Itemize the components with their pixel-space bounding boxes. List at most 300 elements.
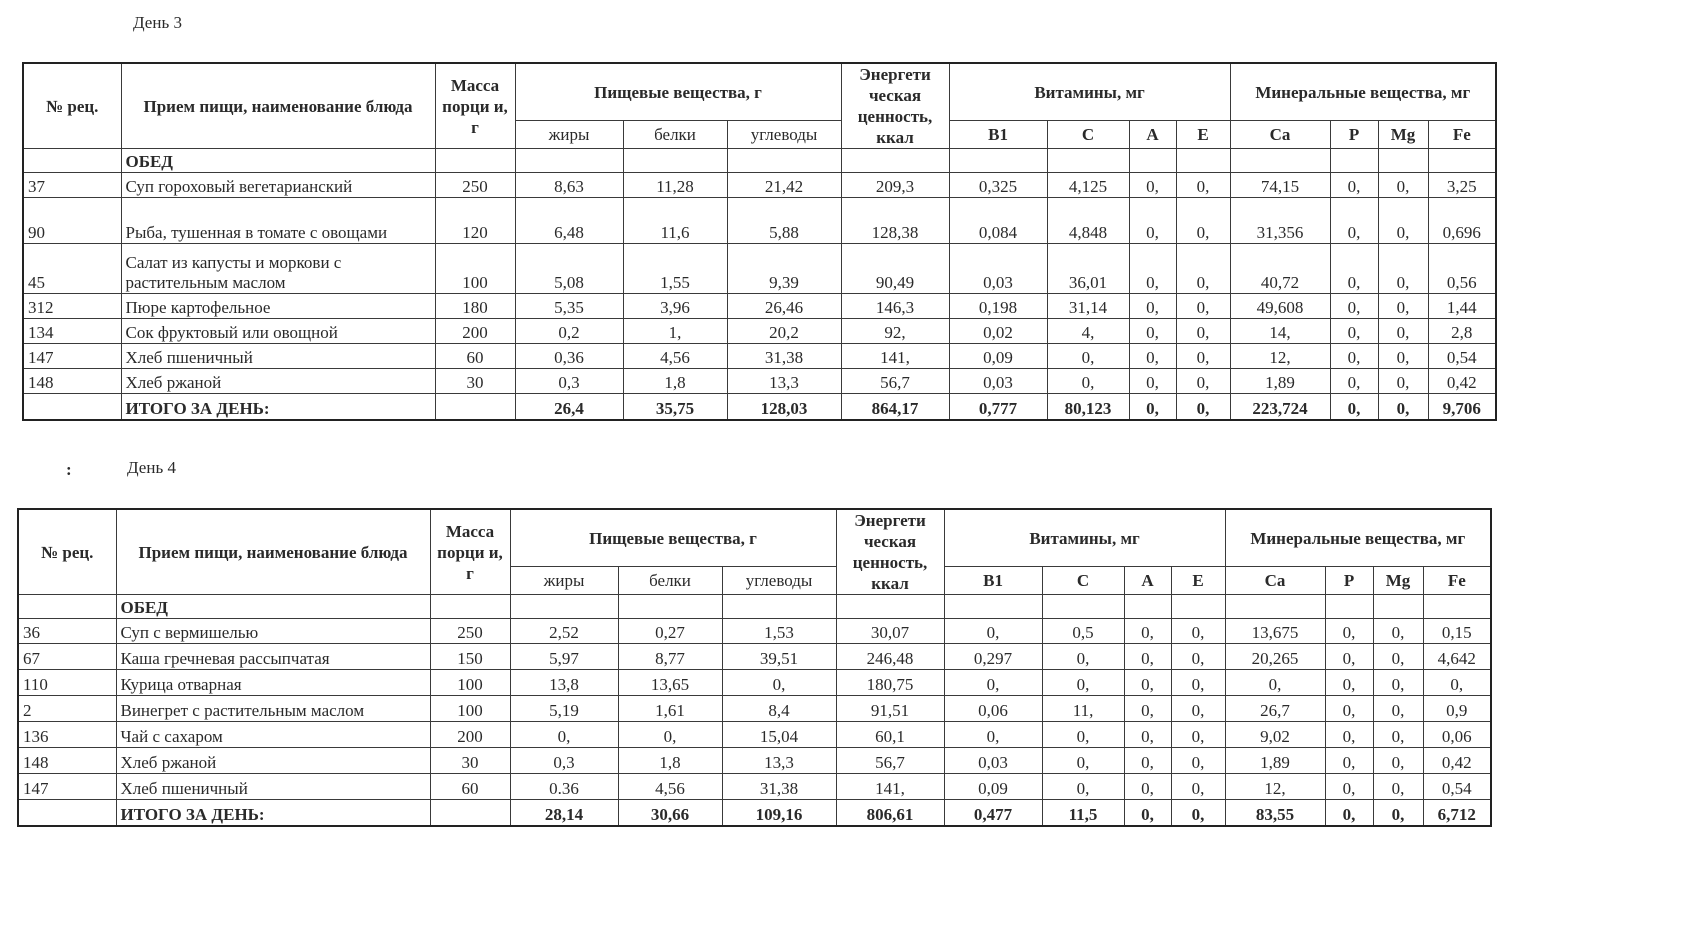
mg-value: 0, [1373, 774, 1423, 800]
c-header: С [1042, 567, 1124, 595]
e-value: 0, [1176, 369, 1230, 394]
total-fat-value: 26,4 [515, 394, 623, 420]
total-protein-value: 35,75 [623, 394, 727, 420]
protein-value: 1, [623, 319, 727, 344]
fe-value: 0,54 [1423, 774, 1491, 800]
rec-no-header: № рец. [18, 509, 116, 595]
total-empty-cell [435, 394, 515, 420]
total-label: ИТОГО ЗА ДЕНЬ: [116, 800, 430, 826]
ca-value: 49,608 [1230, 294, 1330, 319]
portion-mass-header: Масса порци и, г [430, 509, 510, 595]
section-empty-cell [18, 595, 116, 619]
a-value: 0, [1124, 774, 1171, 800]
total-fe-value: 6,712 [1423, 800, 1491, 826]
b1-header: В1 [944, 567, 1042, 595]
table-row [18, 774, 1491, 800]
b1-value: 0, [944, 722, 1042, 748]
c-value: 0, [1042, 644, 1124, 670]
table-row [23, 369, 1496, 394]
ca-value: 74,15 [1230, 173, 1330, 198]
protein-value: 11,28 [623, 173, 727, 198]
total-p-value: 0, [1330, 394, 1378, 420]
a-value: 0, [1124, 644, 1171, 670]
header-row [23, 63, 1496, 121]
portion-mass: 100 [430, 696, 510, 722]
mg-value: 0, [1378, 294, 1428, 319]
recipe-number: 148 [18, 748, 116, 774]
rec-no-header: № рец. [23, 63, 121, 149]
b1-value: 0,03 [944, 748, 1042, 774]
table-row [18, 619, 1491, 644]
a-value: 0, [1129, 173, 1176, 198]
section-row [23, 149, 1496, 173]
dish-name: Винегрет с растительным маслом [116, 696, 430, 722]
dish-name: Салат из капусты и моркови с растительным маслом [121, 244, 435, 294]
fat-value: 0,3 [510, 748, 618, 774]
carbs-value: 9,39 [727, 244, 841, 294]
fe-value: 3,25 [1428, 173, 1496, 198]
b1-value: 0,297 [944, 644, 1042, 670]
recipe-number: 136 [18, 722, 116, 748]
mg-value: 0, [1373, 619, 1423, 644]
ca-header: Са [1225, 567, 1325, 595]
recipe-number: 45 [23, 244, 121, 294]
p-value: 0, [1325, 670, 1373, 696]
mg-value: 0, [1378, 244, 1428, 294]
mg-value: 0, [1378, 344, 1428, 369]
b1-value: 0,06 [944, 696, 1042, 722]
c-value: 0,5 [1042, 619, 1124, 644]
portion-mass: 200 [435, 319, 515, 344]
mg-value: 0, [1378, 369, 1428, 394]
fat-value: 0,3 [515, 369, 623, 394]
dish-name: Чай с сахаром [116, 722, 430, 748]
c-value: 0, [1042, 670, 1124, 696]
portion-mass: 200 [430, 722, 510, 748]
ca-value: 14, [1230, 319, 1330, 344]
a-value: 0, [1124, 748, 1171, 774]
table-row [18, 670, 1491, 696]
b1-value: 0,09 [949, 344, 1047, 369]
ca-value: 31,356 [1230, 198, 1330, 244]
total-c-value: 11,5 [1042, 800, 1124, 826]
portion-mass: 60 [435, 344, 515, 369]
portion-mass: 250 [430, 619, 510, 644]
mg-value: 0, [1373, 644, 1423, 670]
a-header: А [1124, 567, 1171, 595]
vitamins-header: Витамины, мг [949, 63, 1230, 121]
fe-header: Fe [1428, 121, 1496, 149]
total-label: ИТОГО ЗА ДЕНЬ: [121, 394, 435, 420]
fe-value: 2,8 [1428, 319, 1496, 344]
carbs-value: 20,2 [727, 319, 841, 344]
ca-value: 1,89 [1230, 369, 1330, 394]
fe-value: 0,56 [1428, 244, 1496, 294]
p-value: 0, [1325, 644, 1373, 670]
e-value: 0, [1171, 619, 1225, 644]
section-empty-cell [23, 149, 121, 173]
dish-name: Каша гречневая рассыпчатая [116, 644, 430, 670]
section-empty-cell [836, 595, 944, 619]
mg-value: 0, [1373, 670, 1423, 696]
protein-value: 3,96 [623, 294, 727, 319]
section-empty-cell [1124, 595, 1171, 619]
mg-value: 0, [1378, 319, 1428, 344]
section-empty-cell [727, 149, 841, 173]
carbs-value: 1,53 [722, 619, 836, 644]
table-row [18, 748, 1491, 774]
day-3-title: День 3 [133, 13, 182, 32]
ca-value: 1,89 [1225, 748, 1325, 774]
recipe-number: 36 [18, 619, 116, 644]
total-energy-value: 864,17 [841, 394, 949, 420]
b1-header: В1 [949, 121, 1047, 149]
e-value: 0, [1176, 294, 1230, 319]
total-mg-value: 0, [1378, 394, 1428, 420]
total-protein-value: 30,66 [618, 800, 722, 826]
protein-value: 1,8 [623, 369, 727, 394]
e-value: 0, [1171, 722, 1225, 748]
a-value: 0, [1129, 344, 1176, 369]
energy-value: 56,7 [836, 748, 944, 774]
ca-value: 13,675 [1225, 619, 1325, 644]
mg-value: 0, [1373, 696, 1423, 722]
table-row [23, 344, 1496, 369]
mg-header: Mg [1378, 121, 1428, 149]
fe-value: 0,696 [1428, 198, 1496, 244]
c-value: 0, [1047, 344, 1129, 369]
energy-value-header: Энергети ческая ценность, ккал [836, 509, 944, 595]
e-value: 0, [1176, 198, 1230, 244]
section-empty-cell [1171, 595, 1225, 619]
ca-value: 20,265 [1225, 644, 1325, 670]
protein-value: 0,27 [618, 619, 722, 644]
p-value: 0, [1330, 344, 1378, 369]
section-empty-cell [435, 149, 515, 173]
nutrients-header: Пищевые вещества, г [510, 509, 836, 567]
c-value: 0, [1047, 369, 1129, 394]
carbs-value: 31,38 [727, 344, 841, 369]
protein-value: 11,6 [623, 198, 727, 244]
protein-header: белки [618, 567, 722, 595]
fe-value: 0,06 [1423, 722, 1491, 748]
ca-header: Са [1230, 121, 1330, 149]
protein-value: 0, [618, 722, 722, 748]
fat-value: 13,8 [510, 670, 618, 696]
total-a-value: 0, [1129, 394, 1176, 420]
protein-value: 8,77 [618, 644, 722, 670]
mg-header: Mg [1373, 567, 1423, 595]
dish-name: Пюре картофельное [121, 294, 435, 319]
dish-name-header: Прием пищи, наименование блюда [121, 63, 435, 149]
energy-value: 141, [841, 344, 949, 369]
mg-value: 0, [1378, 198, 1428, 244]
section-empty-cell [1047, 149, 1129, 173]
b1-value: 0,03 [949, 369, 1047, 394]
dish-name: Хлеб пшеничный [121, 344, 435, 369]
section-empty-cell [510, 595, 618, 619]
a-value: 0, [1129, 369, 1176, 394]
energy-value: 92, [841, 319, 949, 344]
a-value: 0, [1124, 670, 1171, 696]
fe-value: 0,9 [1423, 696, 1491, 722]
e-value: 0, [1171, 774, 1225, 800]
fat-value: 0.36 [510, 774, 618, 800]
protein-value: 4,56 [623, 344, 727, 369]
e-header: Е [1171, 567, 1225, 595]
section-title: ОБЕД [116, 595, 430, 619]
section-empty-cell [1373, 595, 1423, 619]
mg-value: 0, [1373, 748, 1423, 774]
p-header: Р [1330, 121, 1378, 149]
protein-header: белки [623, 121, 727, 149]
recipe-number: 312 [23, 294, 121, 319]
protein-value: 13,65 [618, 670, 722, 696]
dish-name: Курица отварная [116, 670, 430, 696]
fat-value: 8,63 [515, 173, 623, 198]
fe-value: 0,54 [1428, 344, 1496, 369]
portion-mass: 120 [435, 198, 515, 244]
b1-value: 0,084 [949, 198, 1047, 244]
carbs-header: углеводы [722, 567, 836, 595]
a-value: 0, [1129, 319, 1176, 344]
dish-name: Хлеб ржаной [116, 748, 430, 774]
section-empty-cell [1378, 149, 1428, 173]
nutrition-table-day-4 [17, 508, 1492, 827]
fat-value: 2,52 [510, 619, 618, 644]
recipe-number: 2 [18, 696, 116, 722]
p-value: 0, [1330, 198, 1378, 244]
carbs-value: 13,3 [727, 369, 841, 394]
total-carbs-value: 128,03 [727, 394, 841, 420]
c-value: 11, [1042, 696, 1124, 722]
fat-value: 6,48 [515, 198, 623, 244]
carbs-value: 5,88 [727, 198, 841, 244]
total-ca-value: 223,724 [1230, 394, 1330, 420]
section-empty-cell [1042, 595, 1124, 619]
table-row [23, 244, 1496, 294]
section-empty-cell [841, 149, 949, 173]
dish-name: Хлеб ржаной [121, 369, 435, 394]
ca-value: 40,72 [1230, 244, 1330, 294]
day-4-title: День 4 [127, 458, 176, 477]
p-value: 0, [1330, 173, 1378, 198]
table-row [18, 722, 1491, 748]
c-value: 36,01 [1047, 244, 1129, 294]
total-c-value: 80,123 [1047, 394, 1129, 420]
section-empty-cell [944, 595, 1042, 619]
carbs-value: 0, [722, 670, 836, 696]
recipe-number: 134 [23, 319, 121, 344]
energy-value: 30,07 [836, 619, 944, 644]
total-ca-value: 83,55 [1225, 800, 1325, 826]
ca-value: 9,02 [1225, 722, 1325, 748]
section-empty-cell [1230, 149, 1330, 173]
fat-value: 0,2 [515, 319, 623, 344]
c-value: 4, [1047, 319, 1129, 344]
recipe-number: 110 [18, 670, 116, 696]
table-row [18, 644, 1491, 670]
p-value: 0, [1325, 619, 1373, 644]
section-empty-cell [515, 149, 623, 173]
total-a-value: 0, [1124, 800, 1171, 826]
c-value: 0, [1042, 748, 1124, 774]
portion-mass: 30 [435, 369, 515, 394]
c-value: 4,848 [1047, 198, 1129, 244]
fe-value: 1,44 [1428, 294, 1496, 319]
ca-value: 12, [1230, 344, 1330, 369]
energy-value: 180,75 [836, 670, 944, 696]
section-empty-cell [623, 149, 727, 173]
a-value: 0, [1124, 619, 1171, 644]
ca-value: 0, [1225, 670, 1325, 696]
minerals-header: Минеральные вещества, мг [1230, 63, 1496, 121]
energy-value: 60,1 [836, 722, 944, 748]
energy-value: 146,3 [841, 294, 949, 319]
energy-value-header: Энергети ческая ценность, ккал [841, 63, 949, 149]
recipe-number: 148 [23, 369, 121, 394]
energy-value: 91,51 [836, 696, 944, 722]
p-value: 0, [1330, 369, 1378, 394]
section-empty-cell [1423, 595, 1491, 619]
section-empty-cell [1330, 149, 1378, 173]
energy-value: 209,3 [841, 173, 949, 198]
fat-value: 0, [510, 722, 618, 748]
dish-name: Сок фруктовый или овощной [121, 319, 435, 344]
protein-value: 1,8 [618, 748, 722, 774]
e-value: 0, [1176, 319, 1230, 344]
carbs-value: 31,38 [722, 774, 836, 800]
a-header: А [1129, 121, 1176, 149]
total-energy-value: 806,61 [836, 800, 944, 826]
mg-value: 0, [1378, 173, 1428, 198]
recipe-number: 37 [23, 173, 121, 198]
table-row [23, 294, 1496, 319]
dish-name: Суп гороховый вегетарианский [121, 173, 435, 198]
fat-header: жиры [510, 567, 618, 595]
total-fat-value: 28,14 [510, 800, 618, 826]
section-empty-cell [618, 595, 722, 619]
e-header: Е [1176, 121, 1230, 149]
mg-value: 0, [1373, 722, 1423, 748]
p-value: 0, [1330, 294, 1378, 319]
b1-value: 0, [944, 619, 1042, 644]
section-title: ОБЕД [121, 149, 435, 173]
a-value: 0, [1129, 244, 1176, 294]
e-value: 0, [1171, 644, 1225, 670]
p-value: 0, [1325, 696, 1373, 722]
vitamins-header: Витамины, мг [944, 509, 1225, 567]
e-value: 0, [1176, 173, 1230, 198]
total-p-value: 0, [1325, 800, 1373, 826]
p-value: 0, [1325, 722, 1373, 748]
total-mg-value: 0, [1373, 800, 1423, 826]
stray-colon-mark: : [66, 460, 72, 479]
e-value: 0, [1171, 748, 1225, 774]
p-value: 0, [1325, 774, 1373, 800]
c-header: С [1047, 121, 1129, 149]
a-value: 0, [1129, 294, 1176, 319]
total-empty-cell [18, 800, 116, 826]
carbs-value: 21,42 [727, 173, 841, 198]
e-value: 0, [1176, 344, 1230, 369]
energy-value: 246,48 [836, 644, 944, 670]
portion-mass: 180 [435, 294, 515, 319]
section-empty-cell [1176, 149, 1230, 173]
section-empty-cell [430, 595, 510, 619]
portion-mass: 150 [430, 644, 510, 670]
fe-value: 0,15 [1423, 619, 1491, 644]
section-empty-cell [949, 149, 1047, 173]
dish-name: Хлеб пшеничный [116, 774, 430, 800]
energy-value: 56,7 [841, 369, 949, 394]
recipe-number: 90 [23, 198, 121, 244]
b1-value: 0,325 [949, 173, 1047, 198]
total-empty-cell [430, 800, 510, 826]
energy-value: 90,49 [841, 244, 949, 294]
dish-name: Суп с вермишелью [116, 619, 430, 644]
e-value: 0, [1171, 670, 1225, 696]
p-value: 0, [1325, 748, 1373, 774]
portion-mass: 100 [430, 670, 510, 696]
energy-value: 141, [836, 774, 944, 800]
b1-value: 0,09 [944, 774, 1042, 800]
p-header: Р [1325, 567, 1373, 595]
total-b1-value: 0,777 [949, 394, 1047, 420]
total-b1-value: 0,477 [944, 800, 1042, 826]
table-row [23, 319, 1496, 344]
c-value: 0, [1042, 722, 1124, 748]
section-row [18, 595, 1491, 619]
protein-value: 4,56 [618, 774, 722, 800]
fat-value: 5,35 [515, 294, 623, 319]
header-row [18, 509, 1491, 567]
fat-value: 5,19 [510, 696, 618, 722]
p-value: 0, [1330, 319, 1378, 344]
nutrients-header: Пищевые вещества, г [515, 63, 841, 121]
section-empty-cell [1129, 149, 1176, 173]
nutrition-table-day-3 [22, 62, 1497, 421]
dish-name-header: Прием пищи, наименование блюда [116, 509, 430, 595]
ca-value: 12, [1225, 774, 1325, 800]
section-empty-cell [1428, 149, 1496, 173]
table-row [18, 696, 1491, 722]
fe-value: 0, [1423, 670, 1491, 696]
c-value: 0, [1042, 774, 1124, 800]
fat-value: 0,36 [515, 344, 623, 369]
a-value: 0, [1129, 198, 1176, 244]
carbs-value: 8,4 [722, 696, 836, 722]
b1-value: 0,02 [949, 319, 1047, 344]
a-value: 0, [1124, 722, 1171, 748]
fe-value: 0,42 [1428, 369, 1496, 394]
energy-value: 128,38 [841, 198, 949, 244]
table-row [23, 173, 1496, 198]
protein-value: 1,55 [623, 244, 727, 294]
carbs-value: 26,46 [727, 294, 841, 319]
e-value: 0, [1171, 696, 1225, 722]
protein-value: 1,61 [618, 696, 722, 722]
fat-value: 5,08 [515, 244, 623, 294]
total-row [23, 394, 1496, 420]
section-empty-cell [1225, 595, 1325, 619]
portion-mass-header: Масса порци и, г [435, 63, 515, 149]
total-empty-cell [23, 394, 121, 420]
fe-value: 0,42 [1423, 748, 1491, 774]
b1-value: 0,03 [949, 244, 1047, 294]
carbs-value: 39,51 [722, 644, 836, 670]
carbs-header: углеводы [727, 121, 841, 149]
